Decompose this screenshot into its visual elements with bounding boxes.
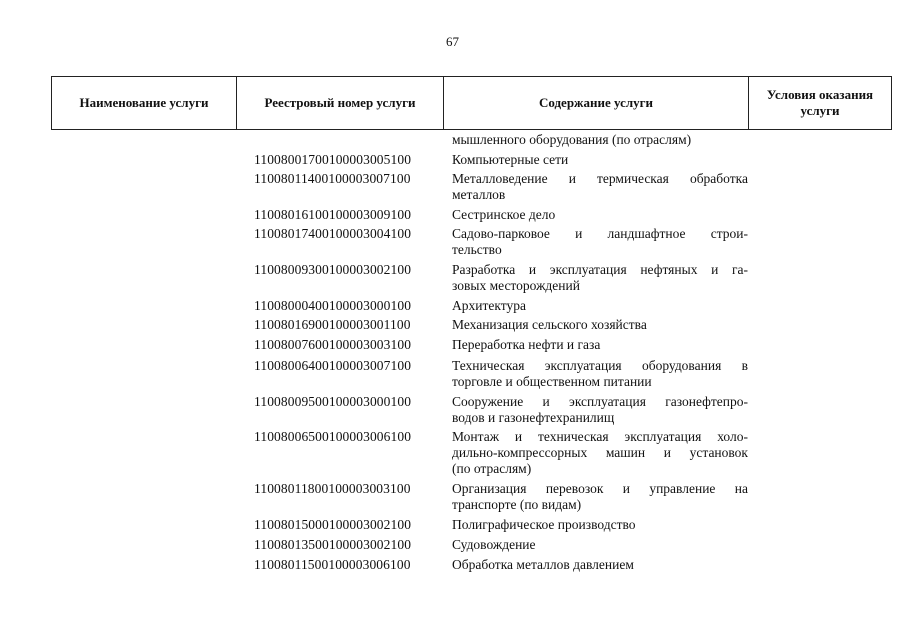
service-content-line: Монтаж и техническая эксплуатация холо-: [452, 429, 748, 444]
registry-number: 11008016900100003001100: [254, 317, 411, 332]
table-row: [0, 481, 905, 513]
service-content-line: металлов: [452, 187, 506, 202]
service-content-line: транспорте (по видам): [452, 497, 582, 512]
header-row: [52, 77, 892, 130]
service-content: [452, 337, 748, 353]
table-row: [0, 394, 905, 426]
service-content: [452, 132, 748, 148]
service-content: [452, 152, 748, 168]
service-content: [452, 517, 748, 533]
service-content-line: Переработка нефти и газа: [452, 337, 601, 352]
table-header: [51, 76, 892, 130]
service-content-line: водов и газонефтехранилищ: [452, 410, 615, 425]
service-content: [452, 262, 748, 294]
service-content: [452, 429, 748, 477]
table-row: [0, 557, 905, 573]
registry-number: 11008006500100003006100: [254, 429, 412, 444]
table-row: [0, 207, 905, 223]
service-content: [452, 481, 748, 513]
table-body: [0, 132, 905, 573]
table-row: [0, 132, 905, 148]
page-number: 67: [446, 34, 459, 49]
registry-number: 11008013500100003002100: [254, 537, 412, 552]
registry-number: 11008001700100003005100: [254, 152, 412, 167]
service-content-line: Организация перевозок и управление на: [452, 481, 748, 496]
service-content: [452, 207, 748, 223]
service-content: [452, 537, 748, 553]
registry-number: 11008007600100003003100: [254, 337, 412, 352]
table-row: [0, 152, 905, 168]
table-row: [0, 171, 905, 203]
table-row: [0, 429, 905, 477]
header-registry-number: Реестровый номер услуги: [237, 77, 444, 130]
service-content-line: зовых месторождений: [452, 278, 580, 293]
registry-number: 11008009500100003000100: [254, 394, 412, 409]
service-content-line: Механизация сельского хозяйства: [452, 317, 647, 332]
registry-number: 11008009300100003002100: [254, 262, 412, 277]
table-row: [0, 262, 905, 294]
service-content-line: Сестринское дело: [452, 207, 556, 222]
registry-number: 11008011800100003003100: [254, 481, 411, 496]
table-row: [0, 337, 905, 353]
service-content-line: Компьютерные сети: [452, 152, 569, 167]
service-content-line: Архитектура: [452, 298, 526, 313]
service-content-line: (по отраслям): [452, 461, 532, 476]
service-content: [452, 317, 748, 333]
service-content-line: Сооружение и эксплуатация газонефтепро-: [452, 394, 748, 409]
service-content-line: Металловедение и термическая обработка: [452, 171, 748, 186]
service-content-line: тельство: [452, 242, 502, 257]
table-row: [0, 358, 905, 390]
registry-number: 11008011400100003007100: [254, 171, 411, 186]
service-content: [452, 557, 748, 573]
table-row: [0, 517, 905, 533]
table-row: [0, 537, 905, 553]
header-service-conditions: Условия оказания услуги: [749, 77, 892, 130]
service-content-line: Садово-парковое и ландшафтное строи-: [452, 226, 748, 241]
table-row: [0, 298, 905, 314]
registry-number: 11008016100100003009100: [254, 207, 412, 222]
service-content: [452, 298, 748, 314]
registry-number: 11008006400100003007100: [254, 358, 412, 373]
registry-number: 11008015000100003002100: [254, 517, 412, 532]
service-content-line: Техническая эксплуатация оборудования в: [452, 358, 748, 373]
service-content-line: мышленного оборудования (по отраслям): [452, 132, 692, 147]
service-content: [452, 358, 748, 390]
header-service-content: Содержание услуги: [444, 77, 749, 130]
service-content-line: Полиграфическое производство: [452, 517, 636, 532]
service-content-line: торговле и общественном питании: [452, 374, 652, 389]
service-content: [452, 226, 748, 258]
registry-number: 11008017400100003004100: [254, 226, 412, 241]
registry-number: 11008011500100003006100: [254, 557, 411, 572]
registry-number: 11008000400100003000100: [254, 298, 412, 313]
header-service-name: Наименование услуги: [52, 77, 237, 130]
table-row: [0, 226, 905, 258]
service-content-line: Разработка и эксплуатация нефтяных и га-: [452, 262, 748, 277]
service-content-line: Судовождение: [452, 537, 536, 552]
service-content: [452, 171, 748, 203]
table-row: [0, 317, 905, 333]
service-content: [452, 394, 748, 426]
service-content-line: Обработка металлов давлением: [452, 557, 634, 572]
service-content-line: дильно-компрессорных машин и установок: [452, 445, 748, 460]
